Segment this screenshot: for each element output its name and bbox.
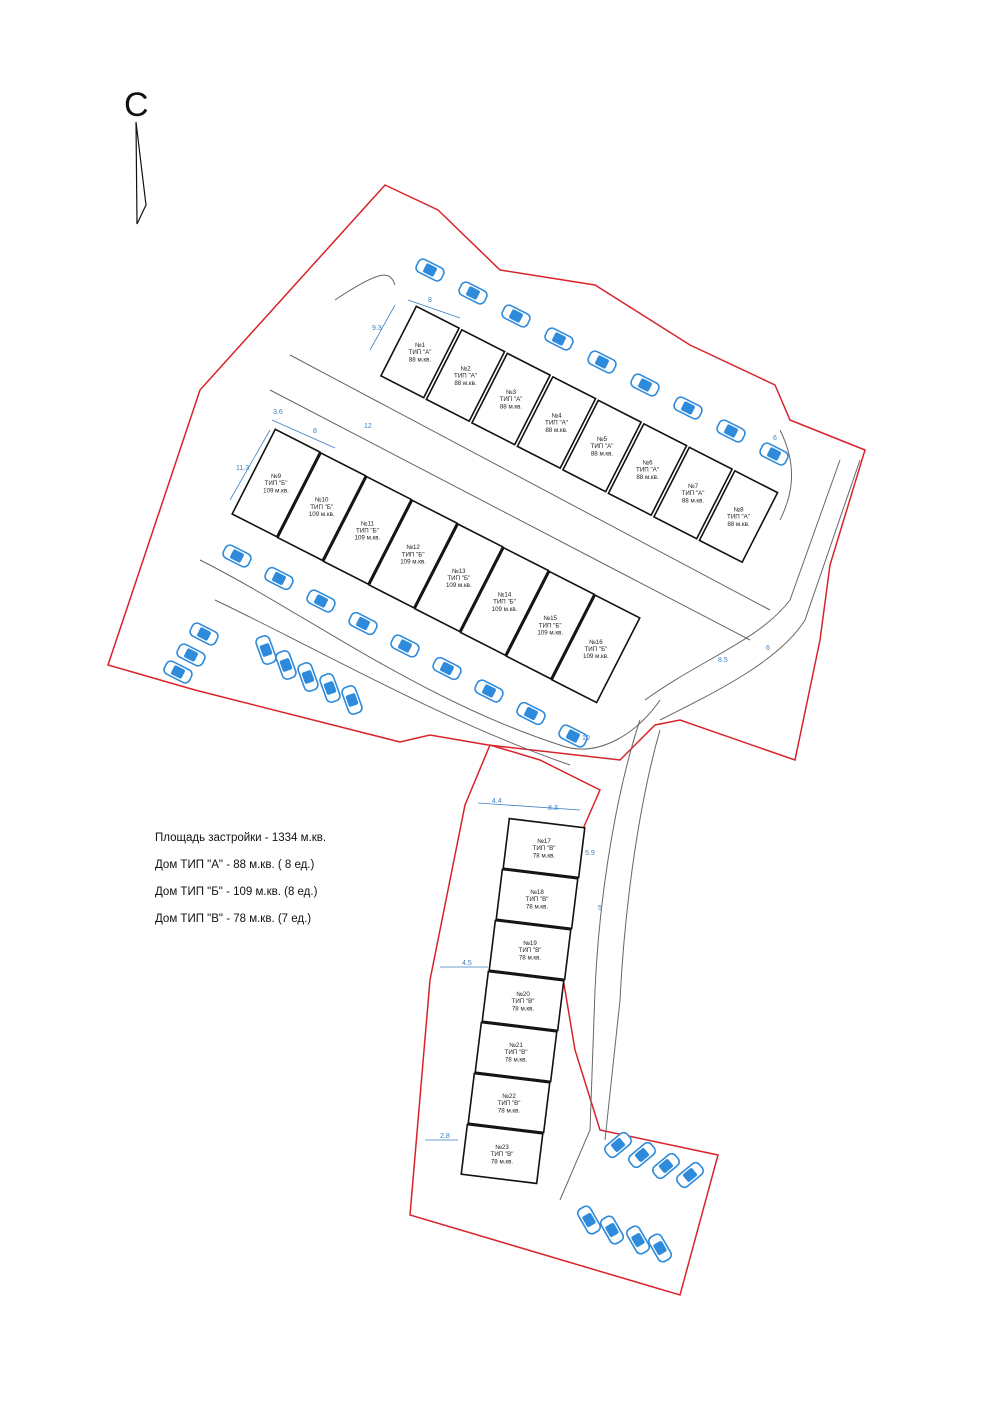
house-type: ТИП "Б" xyxy=(355,527,379,535)
car-icon xyxy=(275,649,298,680)
house-num: №10 xyxy=(314,496,329,504)
north-arrow xyxy=(136,122,146,224)
car-icon xyxy=(473,678,504,703)
car-icon xyxy=(675,1161,705,1190)
house-area: 88 м.кв. xyxy=(727,520,750,528)
house-type: ТИП "А" xyxy=(590,443,614,451)
house-type: ТИП "А" xyxy=(681,490,705,498)
house-area: 88 м.кв. xyxy=(681,497,705,505)
car-icon xyxy=(625,1224,651,1255)
car-icon xyxy=(627,1141,657,1170)
car-icon xyxy=(347,611,378,636)
dim-label: 8 xyxy=(313,428,317,435)
car-icon xyxy=(599,1214,625,1245)
house-num: №6 xyxy=(642,459,653,467)
north-label: С xyxy=(124,86,149,124)
house-type: ТИП "В" xyxy=(511,998,535,1006)
house-num: №12 xyxy=(406,544,420,552)
house-type: ТИП "Б" xyxy=(447,574,471,582)
house-area: 78 м.кв. xyxy=(511,1005,535,1013)
house-area: 109 м.кв. xyxy=(400,558,426,566)
dim-label: 2.8 xyxy=(440,1133,450,1140)
house-area: 109 м.кв. xyxy=(263,487,289,495)
house-area: 88 м.кв. xyxy=(499,403,523,411)
car-icon xyxy=(515,701,546,726)
house-type: ТИП "Б" xyxy=(310,503,334,511)
house-num: №13 xyxy=(452,567,466,575)
house-21 xyxy=(475,1023,557,1082)
dim-label: 4.4 xyxy=(492,798,502,805)
house-area: 78 м.кв. xyxy=(525,903,549,911)
legend-type-v: Дом ТИП "В" - 78 м.кв. (7 ед.) xyxy=(155,913,312,925)
house-num: №2 xyxy=(460,365,471,373)
site-boundary xyxy=(108,185,865,760)
car-icon xyxy=(414,257,445,282)
house-type: ТИП "В" xyxy=(518,947,542,955)
dim-label: 4.5 xyxy=(462,960,472,967)
car-icon xyxy=(305,588,336,613)
house-num: №15 xyxy=(543,615,557,623)
house-area: 88 м.кв. xyxy=(636,473,659,481)
car-icon xyxy=(175,642,206,667)
house-type: ТИП "А" xyxy=(499,396,523,404)
house-num: №17 xyxy=(537,838,551,846)
house-type: ТИП "Б" xyxy=(264,480,288,488)
house-type: ТИП "В" xyxy=(504,1049,528,1057)
house-19 xyxy=(489,921,571,980)
house-type: ТИП "А" xyxy=(408,349,432,357)
house-num: №21 xyxy=(509,1042,523,1050)
house-num: №5 xyxy=(596,436,608,444)
house-area: 78 м.кв. xyxy=(490,1158,514,1166)
car-icon xyxy=(431,656,462,681)
house-num: №1 xyxy=(414,342,426,350)
house-20 xyxy=(482,972,564,1031)
car-icon xyxy=(255,634,278,665)
house-num: №23 xyxy=(495,1144,509,1152)
car-icon xyxy=(603,1131,633,1160)
car-icon xyxy=(576,1204,602,1235)
dim-label: 8 xyxy=(428,297,432,304)
car-icon xyxy=(319,672,342,703)
car-icon xyxy=(263,566,294,591)
car-icon xyxy=(221,543,252,568)
dim-label: 10 xyxy=(582,735,590,742)
house-num: №16 xyxy=(589,638,603,646)
house-area: 88 м.кв. xyxy=(454,379,477,387)
dim-label: 8.3 xyxy=(548,805,558,812)
house-area: 78 м.кв. xyxy=(497,1107,521,1115)
house-num: №18 xyxy=(530,889,544,897)
car-icon xyxy=(500,303,531,328)
car-icon xyxy=(297,661,320,692)
car-icon xyxy=(457,280,488,305)
car-icon xyxy=(715,418,746,443)
house-17 xyxy=(503,819,585,878)
house-num: №9 xyxy=(270,473,282,481)
dim-label: 9.3 xyxy=(372,325,382,332)
dim-label: 5 xyxy=(598,905,602,912)
house-area: 88 м.кв. xyxy=(590,450,614,458)
house-num: №14 xyxy=(497,591,512,599)
house-type: ТИП "В" xyxy=(497,1100,521,1108)
house-type: ТИП "Б" xyxy=(493,598,516,606)
car-icon xyxy=(162,659,193,684)
house-type: ТИП "В" xyxy=(490,1151,514,1159)
house-type: ТИП "А" xyxy=(454,372,477,380)
house-type: ТИП "А" xyxy=(545,419,568,427)
houses xyxy=(232,306,777,1183)
house-area: 109 м.кв. xyxy=(308,511,335,518)
house-22 xyxy=(468,1074,550,1133)
house-area: 78 м.кв. xyxy=(518,954,542,962)
house-type: ТИП "Б" xyxy=(401,551,425,559)
house-num: №4 xyxy=(551,412,562,420)
dim-label: 3.6 xyxy=(273,409,283,416)
house-type: ТИП "В" xyxy=(532,845,556,853)
house-area: 109 м.кв. xyxy=(491,605,518,613)
car-icon xyxy=(188,621,219,646)
car-icon xyxy=(629,372,660,397)
house-area: 109 м.кв. xyxy=(583,653,609,661)
car-icon xyxy=(651,1152,681,1181)
house-area: 109 м.кв. xyxy=(354,534,381,542)
car-icon xyxy=(389,633,420,658)
house-area: 88 м.кв. xyxy=(545,426,568,434)
dim-label: 6 xyxy=(773,435,777,442)
dim-label: 5.9 xyxy=(585,850,595,857)
dim-label: 11.3 xyxy=(236,465,250,472)
house-23 xyxy=(461,1125,543,1184)
house-num: №20 xyxy=(516,991,530,999)
house-area: 78 м.кв. xyxy=(532,852,556,860)
house-num: №3 xyxy=(505,389,517,397)
house-num: №7 xyxy=(687,483,699,491)
legend-type-b: Дом ТИП "Б" - 109 м.кв. (8 ед.) xyxy=(155,886,318,898)
house-18 xyxy=(496,870,578,929)
house-area: 78 м.кв. xyxy=(504,1056,528,1064)
legend-type-a: Дом ТИП "А" - 88 м.кв. ( 8 ед.) xyxy=(155,859,315,871)
house-type: ТИП "Б" xyxy=(538,622,562,630)
house-type: ТИП "Б" xyxy=(584,646,608,654)
house-type: ТИП "А" xyxy=(727,513,750,521)
house-area: 109 м.кв. xyxy=(445,582,472,590)
house-area: 88 м.кв. xyxy=(408,356,432,364)
dim-label: 12 xyxy=(364,423,372,430)
car-icon xyxy=(543,326,574,351)
car-icon xyxy=(672,395,703,420)
house-type: ТИП "В" xyxy=(525,896,549,904)
legend-area: Площадь застройки - 1334 м.кв. xyxy=(155,832,327,844)
dim-label: 6 xyxy=(766,645,770,652)
car-icon xyxy=(341,684,364,715)
house-type: ТИП "А" xyxy=(636,466,659,474)
house-num: №8 xyxy=(733,506,744,514)
car-icon xyxy=(647,1232,673,1263)
house-area: 109 м.кв. xyxy=(537,629,564,637)
dim-label: 8.5 xyxy=(718,657,728,664)
house-num: №11 xyxy=(360,520,374,528)
house-num: №22 xyxy=(502,1093,516,1101)
house-num: №19 xyxy=(523,940,537,948)
car-icon xyxy=(758,441,789,466)
car-icon xyxy=(586,349,617,374)
